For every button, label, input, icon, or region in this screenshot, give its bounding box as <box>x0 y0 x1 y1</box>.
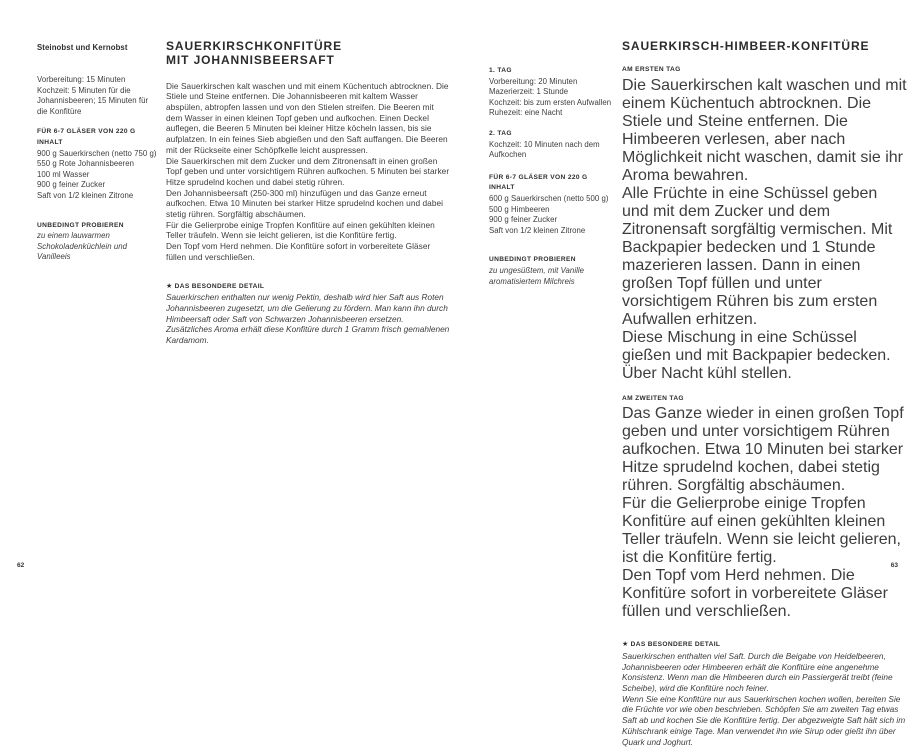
timing-line: Kochzeit: 10 Minuten nach dem Aufkochen <box>489 139 600 160</box>
recipe-title-line2: MIT JOHANNISBEERSAFT <box>166 52 335 67</box>
instruction-paragraph: Diese Mischung in eine Schüssel gießen und mit Backpapier bedecken. Über Nacht kühl stellen. <box>622 328 891 382</box>
serving-header: UNBEDINGT PROBIEREN <box>489 256 576 264</box>
section-header-day1: AM ERSTEN TAG <box>622 65 681 73</box>
detail-paragraph: Wenn Sie eine Konfitüre nur aus Sauerkirschen kochen wollen, bereiten Sie die Früchte vor wie oben beschrieben. Schöpfen Sie am zweiten Tag etwas Saft ab und kochen Sie die Konfitüre fertig. Der abgezweigte Saft hält sich im Kühlschrank einige Tage. Man verwendet ihn wie Sirup oder gießt ihn über Quark und Joghurt. <box>622 693 906 747</box>
left-recipe-sidebar <box>37 75 157 263</box>
ingredient-item: 550 g Rote Johannisbeeren <box>37 159 135 169</box>
ingredient-item: 900 g Sauerkirschen (netto 750 g) <box>37 148 157 158</box>
right-recipe-sidebar <box>489 66 615 287</box>
page-number-left: 62 <box>17 562 25 569</box>
recipe-title-right: SAUERKIRSCH-HIMBEER-KONFITÜRE <box>622 39 870 53</box>
detail-header-row <box>622 640 907 651</box>
yield-header: FÜR 6-7 GLÄSER VON 220 G INHALT <box>489 173 588 192</box>
instruction-paragraph: Alle Früchte in eine Schüssel geben und mit dem Zucker und dem Zitronensaft sorgfältig vermischen. Mit Backpapier bedecken und 1 Stunde mazerieren lassen. Dann in einen großen Topf füllen und unter vorsichtigem Rühren bis zum ersten Aufwallen erhitzen. <box>622 184 893 328</box>
day2-info <box>489 140 615 161</box>
ingredient-item: 100 ml Wasser <box>37 169 90 179</box>
ingredient-item: Saft von 1/2 kleinen Zitrone <box>37 190 134 200</box>
detail-section <box>622 640 907 747</box>
section-header-day2: AM ZWEITEN TAG <box>622 394 684 402</box>
timing-line: Vorbereitung: 20 Minuten <box>489 76 578 86</box>
detail-header-row <box>166 282 450 293</box>
serving-suggestion: zu ungesüßtem, mit Vanille aromatisiertem Milchreis <box>489 265 585 286</box>
timing-line: Kochzeit: bis zum ersten Aufwallen <box>489 97 612 107</box>
detail-header: DAS BESONDERE DETAIL <box>630 641 721 649</box>
timing-info <box>37 75 157 117</box>
detail-section <box>166 282 450 346</box>
ingredient-item: 900 g feiner Zucker <box>37 180 106 190</box>
instruction-paragraph: Für die Gelierprobe einige Tropfen Konfitüre auf einen gekühlten kleinen Teller träufeln. Wenn sie leicht gelieren, ist die Konfitüre fertig. <box>166 219 435 241</box>
instruction-paragraph: Den Johannisbeersaft (250-300 ml) hinzufügen und das Ganze erneut aufkochen. Etwa 10 Minuten bei starker Hitze sprudelnd kochen und dabei stetig rühren. Sorgfältig abschäumen. <box>166 187 444 220</box>
ingredient-item: Saft von 1/2 kleinen Zitrone <box>489 225 586 235</box>
instruction-paragraph: Das Ganze wieder in einen großen Topf geben und unter vorsichtigem Rühren aufkochen. Etwa 10 Minuten bei starker Hitze sprudelnd kochen, dabei stetig rühren. Sorgfältig abschäumen. <box>622 405 904 495</box>
detail-paragraph: Sauerkirschen enthalten nur wenig Pektin, deshalb wird hier Saft aus Roten Johannisbeeren zugesetzt, um die Gelierung zu fördern. Man kann ihn durch Himbeersaft oder Saft von Schwarzen Johannisbeeren ersetzen. Zusätzliches Aroma erhält diese Konfitüre durch 1 Gramm frisch gemahlenen Kardamom. <box>166 292 450 346</box>
day2-header: 2. TAG <box>489 129 512 137</box>
right-recipe-column <box>622 40 907 747</box>
timing-line: Kochzeit: 5 Minuten für die Johannisbeeren; 15 Minuten für die Konfitüre <box>37 85 149 116</box>
timing-line: Vorbereitung: 15 Minuten <box>37 75 126 84</box>
timing-line: Mazerierzeit: 1 Stunde <box>489 87 569 97</box>
instruction-paragraph: Den Topf vom Herd nehmen. Die Konfitüre sofort in vorbereitete Gläser füllen und verschließen. <box>166 241 431 262</box>
serving-header: UNBEDINGT PROBIEREN <box>37 221 124 229</box>
detail-text <box>166 292 450 346</box>
timing-line: Ruhezeit: eine Nacht <box>489 108 563 118</box>
day1-header: 1. TAG <box>489 67 512 74</box>
instruction-paragraph: Den Topf vom Herd nehmen. Die Konfitüre sofort in vorbereitete Gläser füllen und verschließen. <box>622 567 888 621</box>
recipe-instructions <box>166 81 450 263</box>
star-icon: ★ <box>622 641 629 649</box>
day1-instructions <box>622 77 907 383</box>
category-label: Steinobst und Kernobst <box>37 43 128 52</box>
ingredient-item: 500 g Himbeeren <box>489 204 550 214</box>
ingredient-list <box>489 194 615 236</box>
recipe-title-line1: SAUERKIRSCHKONFITÜRE <box>166 39 343 53</box>
detail-header: DAS BESONDERE DETAIL <box>174 282 265 290</box>
instruction-paragraph: Die Sauerkirschen kalt waschen und mit einem Küchentuch abtrocknen. Die Stiele und Steine entfernen. Die Johannisbeeren mit kaltem Wasser abspülen, abtropfen lassen und von den Stielen streifen. Die Beeren mit dem Wasser in einen kleinen Topf geben und aufkochen. Einen Deckel auflegen, die Beeren 5 Minuten bei kleiner Hitze köcheln lassen, bis sie aufplatzen. In ein feines Sieb abgießen und den Saft auffangen. Die Beeren mit der Rückseite einer Schöpfkelle leicht auspressen. <box>166 80 449 155</box>
page-number-right: 63 <box>890 562 898 569</box>
instruction-paragraph: Die Sauerkirschen mit dem Zucker und dem Zitronensaft in einen großen Topf geben und unter vorsichtigem Rühren aufkochen. 5 Minuten bei starker Hitze sprudelnd kochen und dabei stetig rühren. <box>166 155 450 187</box>
instruction-paragraph: Die Sauerkirschen kalt waschen und mit einem Küchentuch abtrocknen. Die Stiele und Steine entfernen. Die Himbeeren verlesen, aber nach Möglichkeit nicht waschen, damit sie ihr Aroma bewahren. <box>622 76 907 184</box>
day1-info <box>489 77 615 119</box>
serving-suggestion: zu einem lauwarmen Schokoladenküchlein und Vanilleeis <box>37 231 128 262</box>
ingredient-item: 900 g feiner Zucker <box>489 215 558 225</box>
instruction-paragraph: Für die Gelierprobe einige Tropfen Konfitüre auf einen gekühlten kleinen Teller träufeln. Wenn sie leicht gelieren, ist die Konfitüre fertig. <box>622 495 901 567</box>
day2-instructions <box>622 405 907 621</box>
detail-text <box>622 651 907 747</box>
ingredient-item: 600 g Sauerkirschen (netto 500 g) <box>489 193 609 203</box>
detail-paragraph: Sauerkirschen enthalten viel Saft. Durch die Beigabe von Heidelbeeren, Johannisbeeren oder Himbeeren erhält die Konfitüre eine angenehme Konsistenz. Wenn man die Himbeeren durch ein Passiergerät treibt (feine Scheibe), wird die Konfitüre noch feiner. <box>622 650 893 694</box>
yield-header: FÜR 6-7 GLÄSER VON 220 G INHALT <box>37 128 136 146</box>
recipe-title-left <box>166 40 450 68</box>
left-recipe-column <box>166 40 450 346</box>
star-icon: ★ <box>166 282 173 290</box>
ingredient-list <box>37 149 157 202</box>
